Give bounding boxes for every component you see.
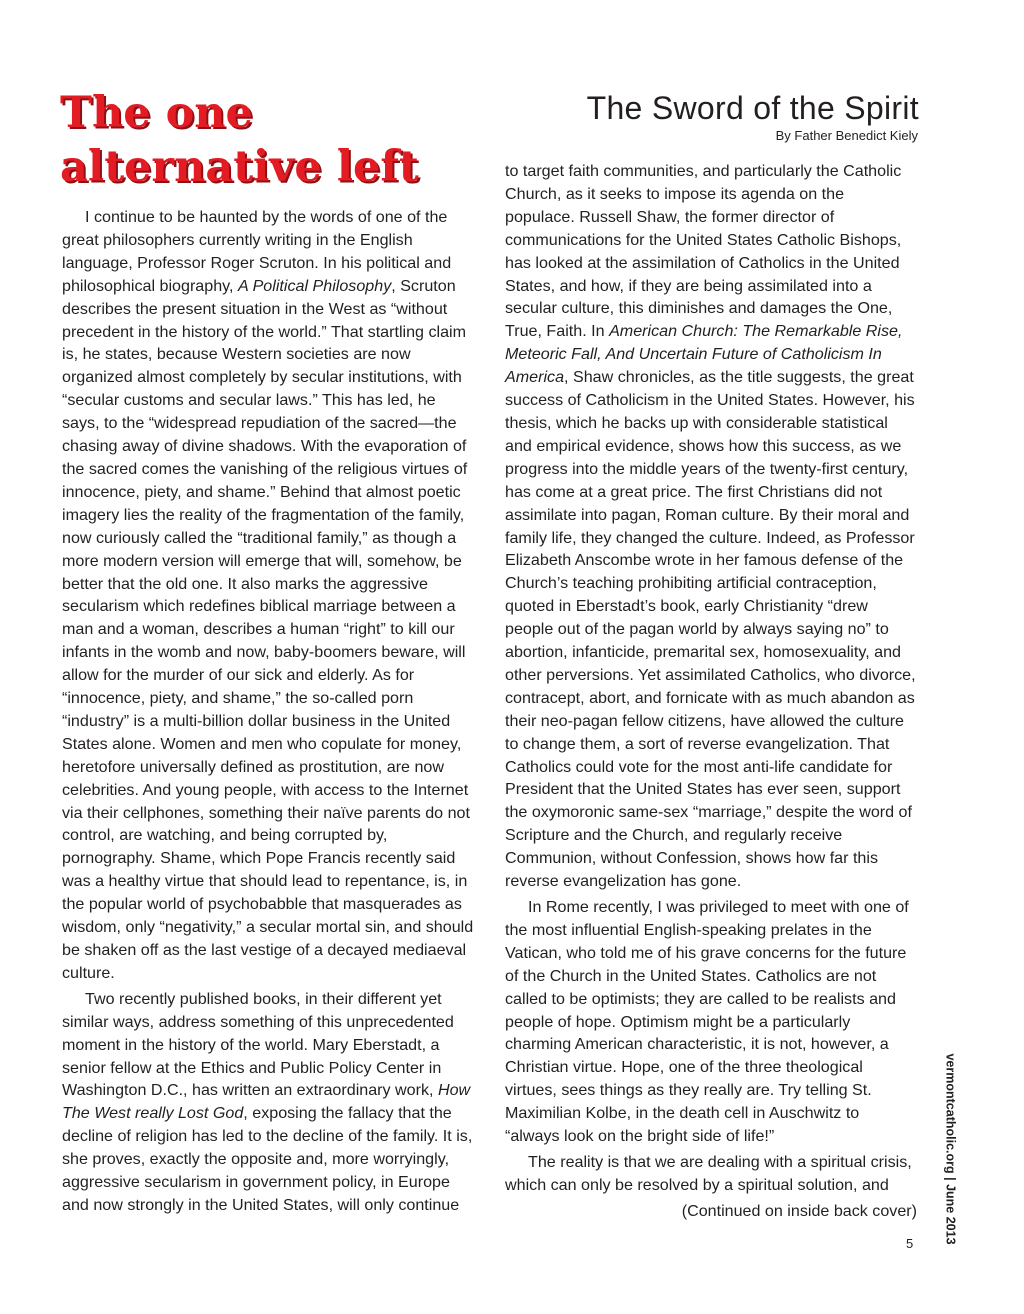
text-run: In Rome recently, I was privileged to meet with one of the most influential English-speaking prelates in the Vatican, who told me of his grave concerns for the future of the Church in the United States. Catholics are not called to be optimists; they are called to be realists and people of hope. Optimism might be a particularly charming American characteristic, it is not, however, a Christian virtue. Hope, one of the three theological virtues, sees things as they really are. Try telling St. Maximilian Kolbe, in the death cell in Auschwitz to “always look on the bright side of life!”	[505, 898, 909, 1146]
column-title: The Sword of the Spirit	[586, 90, 919, 126]
text-run: Two recently published books, in their different yet similar ways, address something of this unprecedented moment in the history of the world. Mary Eberstadt, a senior fellow at the Ethics and Public Policy Center in Washington D.C., has written an extraordinary work,	[62, 989, 454, 1100]
text-run: , Shaw chronicles, as the title suggests, the great success of Catholicism in the United States. However, his thesis, which he backs up with considerable statistical and empirical evidence, shows how this success, as we progress into the middle years of the twenty-first century, has come at a great price. The first Christians did not assimilate into pagan, Roman culture. By their moral and family life, they changed the culture. Indeed, as Professor Elizabeth Anscombe wrote in her famous defense of the Church’s teaching prohibiting artificial contraception, quoted in Eberstadt’s book, early Christianity “drew people out of the pagan world by always saying no” to abortion, infanticide, premarital sex, homosexuality, and other perversions. Yet assimilated Catholics, who divorce, contracept, abort, and fornicate with as much abandon as their neo-pagan fellow citizens, have allowed the culture to change them, a sort of reverse evangelization. That Catholics could vote for the most anti-life candidate for President that the United States has ever seen, support the oxymoronic same-sex “marriage,” despite the word of Scripture and the Church, and regularly receive Communion, without Confession, shows how far this reverse evangelization has gone.	[505, 368, 916, 891]
left-column	[62, 206, 474, 1220]
book-title: American Church: The Remarkable Rise, Meteoric Fall, And Uncertain Future of Catholicism In America	[505, 322, 903, 387]
book-title: A Political Philosophy	[237, 276, 392, 295]
body-paragraph	[505, 1151, 917, 1197]
text-run: to target faith communities, and particularly the Catholic Church, as it seeks to impose its agenda on the populace. Russell Shaw, the former director of communications for the United States Catholic Bishops, has looked at the assimilation of Catholics in the United States, and how, if they are being assimilated into a secular culture, this diminishes and damages the One, True, Faith. In	[505, 162, 902, 341]
byline: By Father Benedict Kiely	[775, 128, 918, 143]
article-headline: The one alternative left	[60, 88, 419, 192]
site-issue-text: vermontcatholic.org | June 2013	[944, 1052, 958, 1245]
body-paragraph	[505, 896, 917, 1148]
page-number: 5	[906, 1236, 914, 1251]
book-title: How The West really Lost God	[62, 1081, 471, 1123]
body-paragraph	[62, 988, 474, 1217]
text-run: I continue to be haunted by the words of one of the great philosophers currently writing in the English language, Professor Roger Scruton. In his political and philosophical biography,	[62, 208, 452, 295]
body-paragraph	[62, 206, 474, 985]
text-run: , Scruton describes the present situation in the West as “without precedent in the history of the world.” That startling claim is, he states, because Western societies are now organized almost completely by secular institutions, with “secular customs and secular laws.” This has led, he says, to the “widespread repudiation of the sacred—the chasing away of divine shadows. With the evaporation of the sacred comes the vanishing of the religious virtues of innocence, piety, and shame.” Behind that almost poetic imagery lies the reality of the fragmentation of the family, now curiously called the “traditional family,” as though a more modern version will emerge that will, somehow, be better that the old one. It also marks the aggressive secularism which redefines biblical marriage between a man and a woman, describes a human “right” to kill our infants in the womb and now, baby-boomers beware, will allow for the murder of our sick and elderly. As for “innocence, piety, and shame,” the so-called porn “industry” is a multi-billion dollar business in the United States alone. Women and men who copulate for money, heretofore universally defined as prostitution, are now celebrities. And young people, with access to the Internet via their cellphones, something their naïve parents do not control, are watching, and being corrupted by, pornography. Shame, which Pope Francis recently said was a healthy virtue that should lead to repentance, is, in the popular world of psychobabble that masquerades as wisdom, only “negativity,” a secular mortal sin, and should be shaken off as the last vestige of a decayed mediaeval culture.	[62, 276, 474, 982]
site-issue-tag	[940, 1052, 962, 1245]
continued-note: (Continued on inside back cover)	[681, 1201, 917, 1220]
text-run: The reality is that we are dealing with a spiritual crisis, which can only be resolved by a spiritual solution, and	[505, 1152, 912, 1194]
right-column	[505, 160, 917, 1226]
text-run: , exposing the fallacy that the decline of religion has led to the decline of the family. It is, she proves, exactly the opposite and, more worryingly, aggressive secularism in government policy, in Europe and now strongly in the United States, will only continue	[62, 1104, 473, 1214]
body-paragraph	[505, 160, 917, 893]
